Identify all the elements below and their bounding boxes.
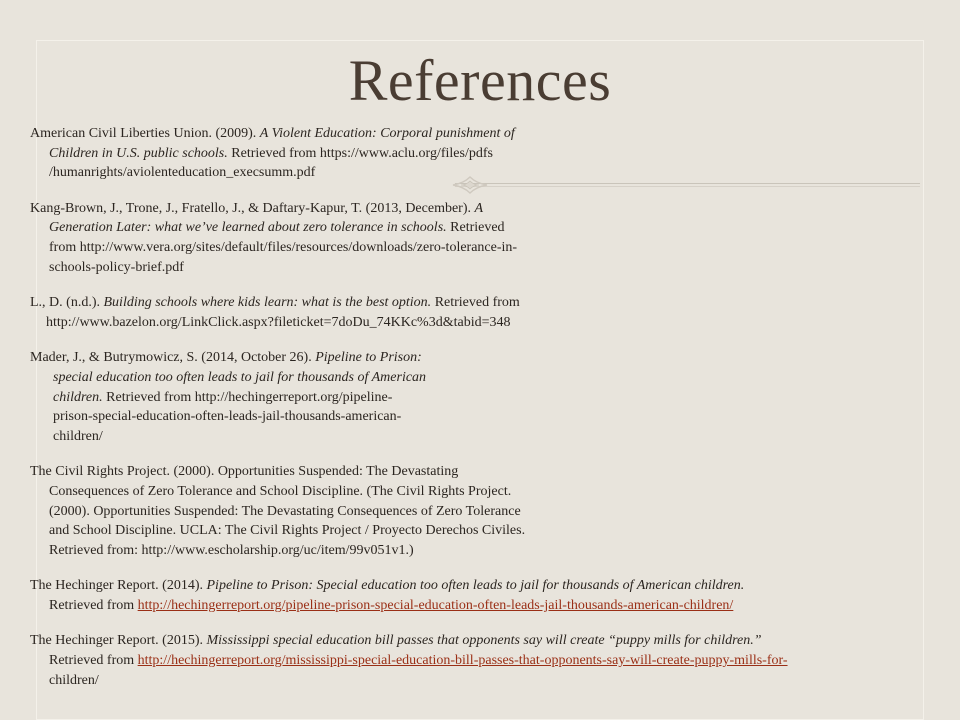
ref-link[interactable]: http://hechingerreport.org/mississippi-special-education-bill-passes-that-opponents-say-will-create-puppy-mills-for- (137, 653, 788, 669)
ref-retrieved: Retrieved from (49, 597, 138, 613)
ref-title: Building schools where kids learn: what is the best option. (103, 295, 432, 311)
ref-url: from http://www.vera.org/sites/default/files/resources/downloads/zero-tolerance-in- (49, 239, 518, 255)
ref-text: Consequences of Zero Tolerance and School Discipline. (The Civil Rights Project. (49, 483, 512, 499)
ref-text: and School Discipline. UCLA: The Civil Rights Project / Proyecto Derechos Civiles. (49, 523, 526, 539)
ref-author: Mader, J., & Butrymowicz, S. (2014, October 26). (30, 350, 316, 366)
ref-author: Kang-Brown, J., Trone, J., Fratello, J., & Daftary-Kapur, T. (2013, December). (30, 200, 475, 216)
ref-text: The Civil Rights Project. (2000). Opportunities Suspended: The Devastating (30, 464, 459, 480)
ref-retrieved: Retrieved from (431, 295, 520, 311)
ref-text: (2000). Opportunities Suspended: The Devastating Consequences of Zero Tolerance (49, 503, 521, 519)
ref-url: schools-policy-brief.pdf (49, 259, 184, 275)
ref-retrieved: Retrieved from (49, 653, 138, 669)
ref-url: children/ (49, 672, 99, 688)
ref-text: Retrieved from: http://www.escholarship.org/uc/item/99v051v1.) (49, 542, 414, 558)
ref-author: The Hechinger Report. (2014). (30, 578, 207, 594)
ref-url: children/ (53, 428, 103, 444)
ref-author: L., D. (n.d.). (30, 295, 104, 311)
reference-item (30, 631, 930, 690)
ref-title: Pipeline to Prison: Special education too often leads to jail for thousands of American children. (206, 578, 745, 594)
ref-title: Mississippi special education bill passes that opponents say will create “puppy mills for children.” (206, 633, 762, 649)
reference-item (30, 348, 930, 446)
ref-retrieved: Retrieved (446, 220, 505, 236)
ref-title: children. (53, 389, 103, 405)
ref-retrieved: Retrieved from https://www.aclu.org/files/pdfs (227, 145, 493, 161)
reference-item (30, 199, 930, 277)
ref-title: A (474, 200, 484, 216)
slide-title: References (348, 48, 612, 113)
ref-link[interactable]: http://hechingerreport.org/pipeline-prison-special-education-often-leads-jail-thousands-american-children/ (137, 597, 734, 613)
ref-url: prison-special-education-often-leads-jail-thousands-american- (53, 409, 402, 425)
ref-title: A Violent Education: Corporal punishment of (259, 126, 515, 141)
reference-item (30, 576, 930, 615)
reference-item (30, 124, 930, 183)
ref-title: special education too often leads to jail for thousands of American (53, 369, 427, 385)
ref-author: American Civil Liberties Union. (2009). (30, 126, 260, 141)
references-list (30, 124, 930, 706)
ref-url: /humanrights/aviolenteducation_execsumm.pdf (49, 165, 316, 181)
ref-retrieved: Retrieved from http://hechingerreport.org/pipeline- (102, 389, 393, 405)
reference-item (30, 293, 930, 332)
ref-url: http://www.bazelon.org/LinkClick.aspx?fileticket=7doDu_74KKc%3d&tabid=348 (46, 314, 511, 330)
ref-author: The Hechinger Report. (2015). (30, 633, 207, 649)
ref-title: Pipeline to Prison: (315, 350, 422, 366)
ref-title: Children in U.S. public schools. (49, 145, 228, 161)
ref-title: Generation Later: what we’ve learned about zero tolerance in schools. (49, 220, 447, 236)
reference-item (30, 462, 930, 560)
